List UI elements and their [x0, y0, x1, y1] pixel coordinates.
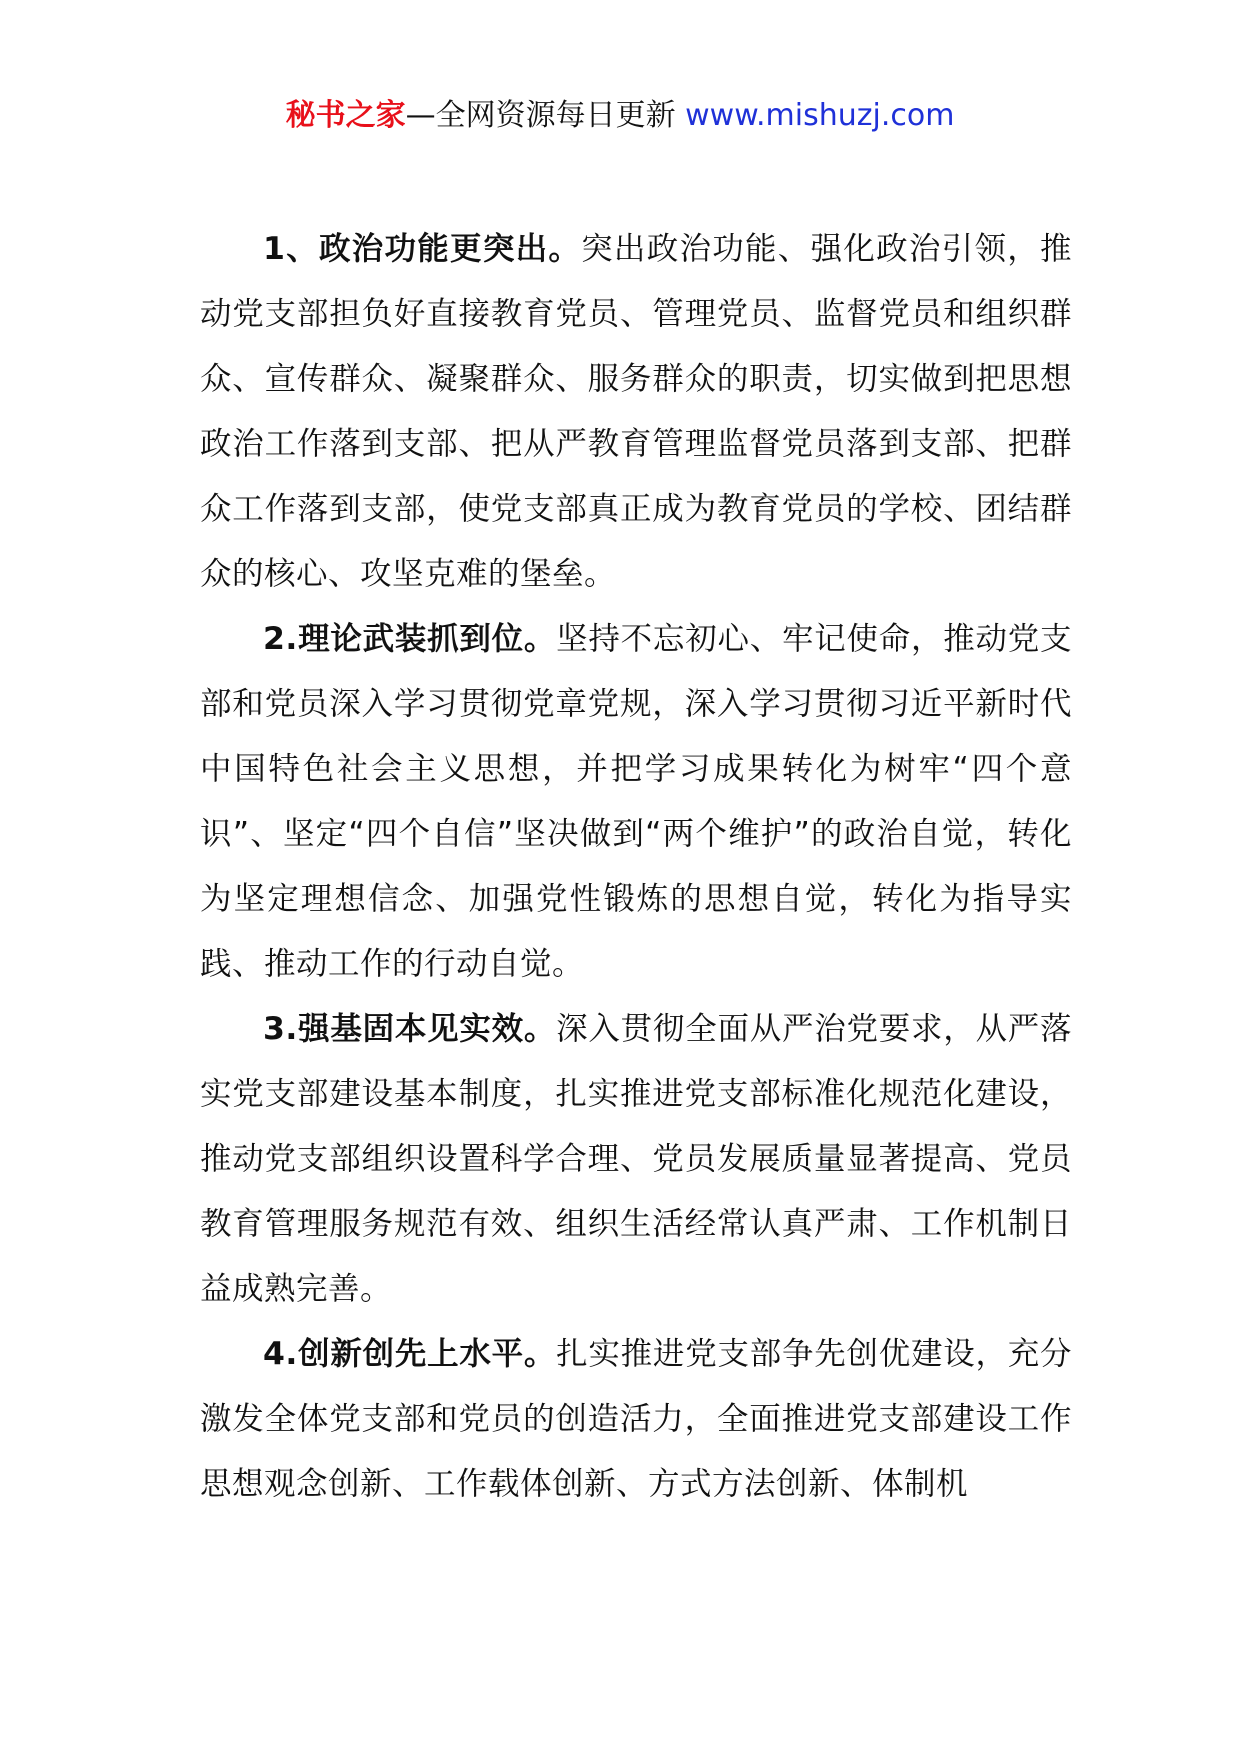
- paragraph-3: [200, 997, 1072, 1322]
- paragraph-4: [200, 1322, 1072, 1517]
- document-body: [200, 217, 1072, 1517]
- paragraph-2-text: 坚持不忘初心、牢记使命，推动党支部和党员深入学习贯彻党章党规，深入学习贯彻习近平新时代中国特色社会主义思想，并把学习成果转化为树牢“四个意识”、坚定“四个自信”坚决做到“两个维护”的政治自觉，转化为坚定理想信念、加强党性锻炼的思想自觉，转化为指导实践、推动工作的行动自觉。: [200, 621, 1072, 982]
- paragraph-3-text: 深入贯彻全面从严治党要求，从严落实党支部建设基本制度，扎实推进党支部标准化规范化建设，推动党支部组织设置科学合理、党员发展质量显著提高、党员教育管理服务规范有效、组织生活经常认真严肃、工作机制日益成熟完善。: [200, 1011, 1072, 1307]
- paragraph-1-heading: 1、政治功能更突出。: [263, 231, 582, 267]
- paragraph-4-heading: 4.创新创先上水平。: [263, 1336, 557, 1372]
- paragraph-1: [200, 217, 1072, 607]
- site-header: [0, 96, 1240, 136]
- site-tagline: —全网资源每日更新: [405, 98, 676, 133]
- paragraph-2: [200, 607, 1072, 997]
- site-brand: 秘书之家: [285, 98, 406, 133]
- site-url-link[interactable]: www.mishuzj.com: [685, 98, 955, 133]
- paragraph-3-heading: 3.强基固本见实效。: [263, 1011, 557, 1047]
- paragraph-2-heading: 2.理论武装抓到位。: [263, 621, 557, 657]
- paragraph-4-text: 扎实推进党支部争先创优建设，充分激发全体党支部和党员的创造活力，全面推进党支部建设工作思想观念创新、工作载体创新、方式方法创新、体制机: [200, 1336, 1072, 1502]
- paragraph-1-text: 突出政治功能、强化政治引领，推动党支部担负好直接教育党员、管理党员、监督党员和组织群众、宣传群众、凝聚群众、服务群众的职责，切实做到把思想政治工作落到支部、把从严教育管理监督党员落到支部、把群众工作落到支部，使党支部真正成为教育党员的学校、团结群众的核心、攻坚克难的堡垒。: [200, 231, 1072, 592]
